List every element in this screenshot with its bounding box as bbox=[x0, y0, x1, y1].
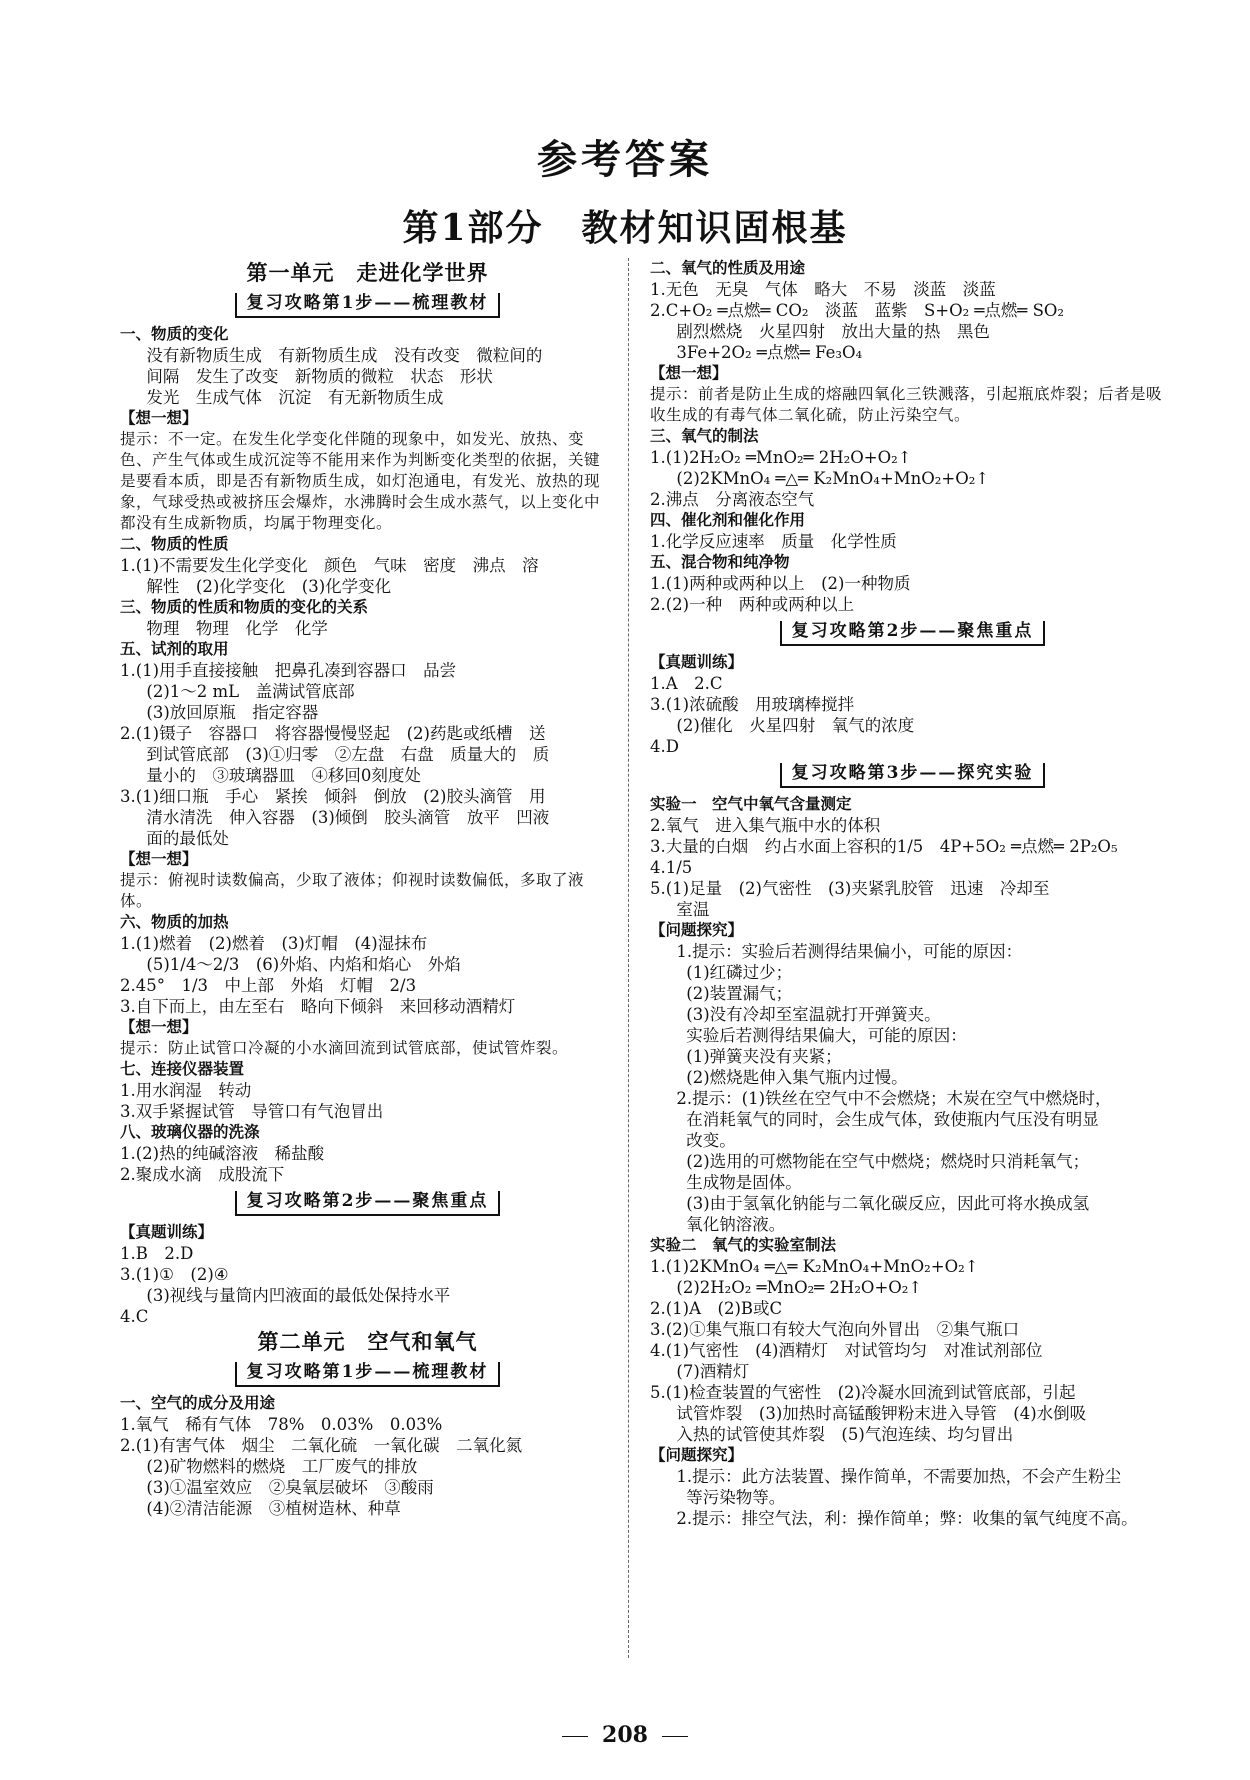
answer-line: (2)1～2 mL 盖满试管底部 bbox=[146, 682, 355, 701]
left-column bbox=[120, 258, 615, 1519]
answer-line: 3.大量的白烟 约占水面上容积的1/5 4P+5O₂ ═点燃═ 2P₂O₅ bbox=[650, 837, 1118, 856]
answer-line: (2)矿物燃料的燃烧 工厂废气的排放 bbox=[146, 1457, 418, 1476]
section-heading: 一、空气的成分及用途 bbox=[120, 1394, 276, 1412]
section-heading: 二、物质的性质 bbox=[120, 535, 229, 553]
answer-line: 1.(2)热的纯碱溶液 稀盐酸 bbox=[120, 1144, 325, 1163]
answer-line: 2.(1)镊子 容器口 将容器慢慢竖起 (2)药匙或纸槽 送 bbox=[120, 724, 546, 743]
hint-paragraph: 提示：防止试管口冷凝的小水滴回流到试管底部，使试管炸裂。 bbox=[120, 1039, 569, 1057]
answer-line: 1.(1)用手直接接触 把鼻孔凑到容器口 品尝 bbox=[120, 661, 457, 680]
answer-line: 2.聚成水滴 成股流下 bbox=[120, 1165, 285, 1184]
answer-line: 改变。 bbox=[686, 1131, 736, 1150]
answer-line: 2.(2)一种 两种或两种以上 bbox=[650, 595, 855, 614]
answer-line: 清水清洗 伸入容器 (3)倾倒 胶头滴管 放平 凹液 bbox=[146, 808, 550, 827]
answer-line: 2.氧气 进入集气瓶中水的体积 bbox=[650, 816, 881, 835]
answer-line: 1.(1)两种或两种以上 (2)一种物质 bbox=[650, 574, 911, 593]
answer-line: (2)选用的可燃物能在空气中燃烧；燃烧时只消耗氧气； bbox=[686, 1152, 1090, 1171]
answer-line: 2.(1)有害气体 烟尘 二氧化硫 一氧化碳 二氧化氮 bbox=[120, 1436, 523, 1455]
answer-line: 氧化钠溶液。 bbox=[686, 1215, 786, 1234]
section-heading: 二、氧气的性质及用途 bbox=[650, 259, 806, 277]
answer-line: 2.45° 1/3 中上部 外焰 灯帽 2/3 bbox=[120, 976, 417, 995]
answer-line: 1.(1)2H₂O₂ ═MnO₂═ 2H₂O+O₂↑ bbox=[650, 448, 912, 467]
unit-heading: 第一单元 走进化学世界 bbox=[246, 260, 489, 285]
answer-line: 面的最低处 bbox=[146, 829, 229, 848]
hint-paragraph: 提示：俯视时读数偏高，少取了液体；仰视时读数偏低，多取了液体。 bbox=[120, 871, 585, 910]
answer-line: (4)②清洁能源 ③植树造林、种草 bbox=[146, 1499, 401, 1518]
answer-line: (1)红磷过少； bbox=[686, 963, 793, 982]
section-heading: 【问题探究】 bbox=[650, 921, 744, 939]
answer-line: (3)①温室效应 ②臭氧层破坏 ③酸雨 bbox=[146, 1478, 434, 1497]
answer-line: 3.(1)浓硫酸 用玻璃棒搅拌 bbox=[650, 695, 855, 714]
section-heading: 实验二 氧气的实验室制法 bbox=[650, 1236, 837, 1254]
section-heading: 【想一想】 bbox=[120, 409, 198, 427]
answer-line: (3)没有冷却至室温就打开弹簧夹。 bbox=[686, 1005, 941, 1024]
right-column bbox=[650, 258, 1175, 1529]
answer-line: 实验后若测得结果偏大，可能的原因： bbox=[686, 1026, 967, 1045]
hint-paragraph: 提示：前者是防止生成的熔融四氧化三铁溅落，引起瓶底炸裂；后者是吸收生成的有毒气体二氧化硫，防止污染空气。 bbox=[650, 385, 1163, 424]
section-heading: 一、物质的变化 bbox=[120, 325, 229, 343]
answer-line: 剧烈燃烧 火星四射 放出大量的热 黑色 bbox=[676, 322, 990, 341]
answer-line: 1.提示：此方法装置、操作简单，不需要加热，不会产生粉尘 bbox=[676, 1467, 1122, 1486]
answer-line: 发光 生成气体 沉淀 有无新物质生成 bbox=[146, 388, 444, 407]
answer-line: 物理 物理 化学 化学 bbox=[146, 619, 328, 638]
page-title: 参考答案 bbox=[537, 136, 713, 183]
answer-line: (7)酒精灯 bbox=[676, 1362, 750, 1381]
section-banner bbox=[650, 763, 1175, 788]
section-heading: 五、试剂的取用 bbox=[120, 640, 229, 658]
section-banner-label: 复习攻略第3步——探究实验 bbox=[780, 763, 1046, 788]
section-banner-label: 复习攻略第1步——梳理教材 bbox=[235, 1362, 501, 1387]
answer-line: (2)装置漏气； bbox=[686, 984, 793, 1003]
answer-line: 4.1/5 bbox=[650, 858, 693, 877]
section-banner bbox=[120, 1362, 615, 1387]
section-heading: 三、氧气的制法 bbox=[650, 427, 759, 445]
answer-line: 3Fe+2O₂ ═点燃═ Fe₃O₄ bbox=[676, 343, 863, 362]
answer-line: 室温 bbox=[676, 900, 710, 919]
answer-line: 1.无色 无臭 气体 略大 不易 淡蓝 淡蓝 bbox=[650, 280, 996, 299]
answer-line: 1.B 2.D bbox=[120, 1244, 194, 1263]
answer-line: (3)视线与量筒内凹液面的最低处保持水平 bbox=[146, 1286, 451, 1305]
answer-line: 2.沸点 分离液态空气 bbox=[650, 490, 815, 509]
section-banner-label: 复习攻略第2步——聚焦重点 bbox=[235, 1191, 501, 1216]
answer-line: 1.氧气 稀有气体 78% 0.03% 0.03% bbox=[120, 1415, 443, 1434]
answer-line: 1.A 2.C bbox=[650, 674, 723, 693]
section-heading: 【问题探究】 bbox=[650, 1446, 744, 1464]
answer-line: 1.用水润湿 转动 bbox=[120, 1081, 252, 1100]
answer-line: 2.C+O₂ ═点燃═ CO₂ 淡蓝 蓝紫 S+O₂ ═点燃═ SO₂ bbox=[650, 301, 1065, 320]
answer-line: 3.(2)①集气瓶口有较大气泡向外冒出 ②集气瓶口 bbox=[650, 1320, 1020, 1339]
answer-line: 到试管底部 (3)①归零 ②左盘 右盘 质量大的 质 bbox=[146, 745, 550, 764]
answer-line: 4.C bbox=[120, 1307, 149, 1326]
answer-line: 1.(1)燃着 (2)燃着 (3)灯帽 (4)湿抹布 bbox=[120, 934, 428, 953]
answer-line: 量小的 ③玻璃器皿 ④移回0刻度处 bbox=[146, 766, 421, 785]
answer-line: 2.提示：排空气法，利：操作简单；弊：收集的氧气纯度不高。 bbox=[676, 1509, 1138, 1528]
answer-line: 生成物是固体。 bbox=[686, 1173, 802, 1192]
section-banner bbox=[650, 621, 1175, 646]
answer-line: 2.提示：(1)铁丝在空气中不会燃烧；木炭在空气中燃烧时， bbox=[676, 1089, 1112, 1108]
answer-line: (5)1/4～2/3 (6)外焰、内焰和焰心 外焰 bbox=[146, 955, 461, 974]
section-banner bbox=[120, 1191, 615, 1216]
answer-line: 1.化学反应速率 质量 化学性质 bbox=[650, 532, 897, 551]
answer-line: 解性 (2)化学变化 (3)化学变化 bbox=[146, 577, 392, 596]
answer-line: 等污染物等。 bbox=[686, 1488, 786, 1507]
answer-line: 4.(1)气密性 (4)酒精灯 对试管均匀 对准试剂部位 bbox=[650, 1341, 1043, 1360]
page-number: 208 bbox=[0, 1722, 1250, 1748]
answer-line: 试管炸裂 (3)加热时高锰酸钾粉末进入导管 (4)水倒吸 bbox=[676, 1404, 1087, 1423]
answer-line: 3.自下而上，由左至右 略向下倾斜 来回移动酒精灯 bbox=[120, 997, 516, 1016]
answer-line: 3.(1)① (2)④ bbox=[120, 1265, 229, 1284]
answer-line: (3)由于氢氧化钠能与二氧化碳反应，因此可将水换成氢 bbox=[686, 1194, 1090, 1213]
answer-line: 5.(1)检查装置的气密性 (2)冷凝水回流到试管底部，引起 bbox=[650, 1383, 1076, 1402]
section-heading: 【想一想】 bbox=[120, 850, 198, 868]
answer-line: 入热的试管使其炸裂 (5)气泡连续、均匀冒出 bbox=[676, 1425, 1014, 1444]
answer-line: 3.(1)细口瓶 手心 紧挨 倾斜 倒放 (2)胶头滴管 用 bbox=[120, 787, 546, 806]
section-heading: 【真题训练】 bbox=[650, 653, 744, 671]
answer-line: 2.(1)A (2)B或C bbox=[650, 1299, 783, 1318]
part-title: 第1部分 教材知识固根基 bbox=[402, 207, 848, 249]
section-banner-label: 复习攻略第1步——梳理教材 bbox=[235, 293, 501, 318]
section-heading: 六、物质的加热 bbox=[120, 913, 229, 931]
answer-line: (2)燃烧匙伸入集气瓶内过慢。 bbox=[686, 1068, 908, 1087]
section-heading: 【真题训练】 bbox=[120, 1223, 214, 1241]
answer-line: 1.(1)2KMnO₄ ═△═ K₂MnO₄+MnO₂+O₂↑ bbox=[650, 1257, 979, 1276]
unit-heading: 第二单元 空气和氧气 bbox=[257, 1329, 478, 1354]
answer-line: 在消耗氧气的同时，会生成气体，致使瓶内气压没有明显 bbox=[686, 1110, 1099, 1129]
section-heading: 五、混合物和纯净物 bbox=[650, 553, 790, 571]
answer-line: 没有新物质生成 有新物质生成 没有改变 微粒间的 bbox=[146, 346, 543, 365]
answer-line: 4.D bbox=[650, 737, 679, 756]
answer-line: 间隔 发生了改变 新物质的微粒 状态 形状 bbox=[146, 367, 493, 386]
answer-line: 1.提示：实验后若测得结果偏小，可能的原因： bbox=[676, 942, 1023, 961]
section-heading: 八、玻璃仪器的洗涤 bbox=[120, 1123, 260, 1141]
section-heading: 实验一 空气中氧气含量测定 bbox=[650, 795, 852, 813]
answer-line: (3)放回原瓶 指定容器 bbox=[146, 703, 319, 722]
answer-line: 3.双手紧握试管 导管口有气泡冒出 bbox=[120, 1102, 384, 1121]
section-banner-label: 复习攻略第2步——聚焦重点 bbox=[780, 621, 1046, 646]
section-heading: 【想一想】 bbox=[120, 1018, 198, 1036]
answer-line: (1)弹簧夹没有夹紧； bbox=[686, 1047, 842, 1066]
answer-line: (2)2KMnO₄ ═△═ K₂MnO₄+MnO₂+O₂↑ bbox=[676, 469, 990, 488]
hint-paragraph: 提示：不一定。在发生化学变化伴随的现象中，如发光、放热、变色、产生气体或生成沉淀等不能用来作为判断变化类型的依据，关键是要看本质，即是否有新物质生成，如灯泡通电，有发光、放热的现象，气球受热或被挤压会爆炸，水沸腾时会生成水蒸气，以上变化中都没有生成新物质，均属于物理变化。 bbox=[120, 430, 601, 532]
answer-line: 1.(1)不需要发生化学变化 颜色 气味 密度 沸点 溶 bbox=[120, 556, 539, 575]
section-heading: 三、物质的性质和物质的变化的关系 bbox=[120, 598, 369, 616]
section-heading: 【想一想】 bbox=[650, 364, 728, 382]
section-heading: 七、连接仪器装置 bbox=[120, 1060, 245, 1078]
section-banner bbox=[120, 293, 615, 318]
answer-line: (2)催化 火星四射 氧气的浓度 bbox=[676, 716, 915, 735]
column-divider bbox=[628, 258, 629, 1658]
answer-line: 5.(1)足量 (2)气密性 (3)夹紧乳胶管 迅速 冷却至 bbox=[650, 879, 1050, 898]
section-heading: 四、催化剂和催化作用 bbox=[650, 511, 806, 529]
answer-line: (2)2H₂O₂ ═MnO₂═ 2H₂O+O₂↑ bbox=[676, 1278, 923, 1297]
